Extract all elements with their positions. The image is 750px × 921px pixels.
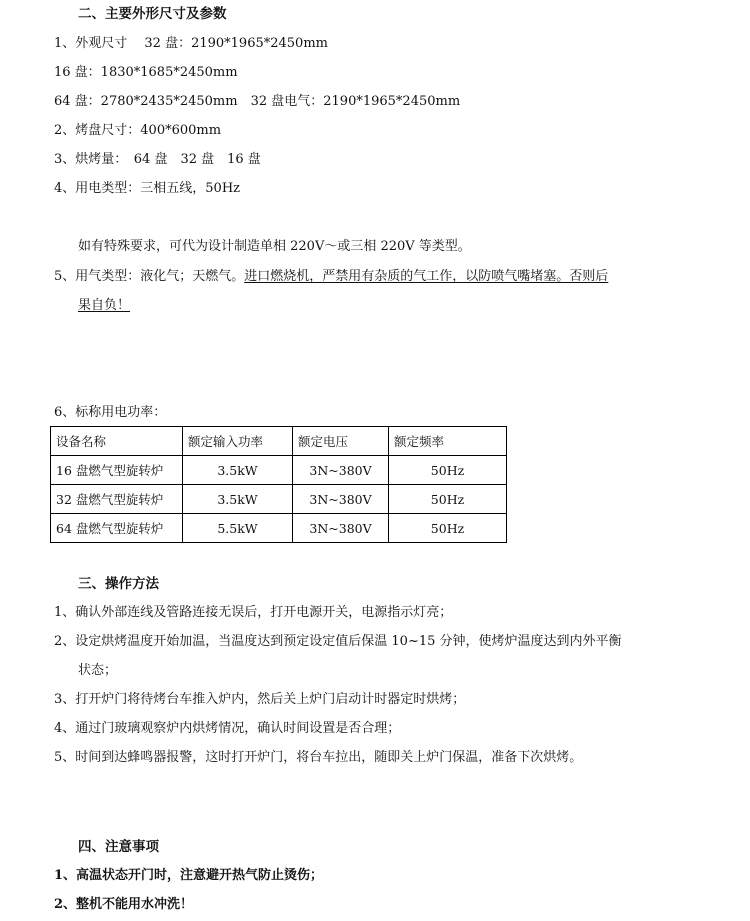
table-header-cell: 额定输入功率	[183, 427, 293, 456]
spec-item-2: 2、烤盘尺寸：400*600mm	[54, 123, 222, 138]
section-3-title: 三、操作方法	[78, 576, 159, 592]
power-table	[50, 426, 507, 543]
table-cell: 3N~380V	[293, 485, 389, 514]
spec-item-6: 6、标称用电功率：	[54, 405, 167, 420]
step-2-a: 2、设定烘烤温度开始加温，当温度达到预定设定值后保温 10~15 分钟，使烤炉温度达到内外平衡	[54, 634, 622, 649]
table-cell: 50Hz	[389, 514, 507, 543]
spec-item-5-cont: 果自负！	[78, 298, 131, 313]
table-header-cell: 额定频率	[389, 427, 507, 456]
table-cell: 32 盘燃气型旋转炉	[51, 485, 183, 514]
table-cell: 64 盘燃气型旋转炉	[51, 514, 183, 543]
spec-item-1-b: 16 盘：1830*1685*2450mm	[54, 65, 238, 80]
table-cell: 16 盘燃气型旋转炉	[51, 456, 183, 485]
caution-1: 1、高温状态开门时，注意避开热气防止烫伤；	[54, 868, 324, 883]
table-cell: 5.5kW	[183, 514, 293, 543]
table-cell: 50Hz	[389, 456, 507, 485]
table-cell: 50Hz	[389, 485, 507, 514]
spec-item-1-a: 1、外观尺寸 32 盘：2190*1965*2450mm	[54, 36, 328, 51]
step-3: 3、打开炉门将待烤台车推入炉内，然后关上炉门启动计时器定时烘烤；	[54, 692, 466, 707]
section-2-title: 二、主要外形尺寸及参数	[78, 6, 227, 22]
step-1: 1、确认外部连线及管路连接无误后，打开电源开关，电源指示灯亮；	[54, 605, 453, 620]
spec-item-4: 4、用电类型：三相五线，50Hz	[54, 181, 240, 196]
caution-2: 2、整机不能用水冲洗！	[54, 897, 194, 912]
table-row	[51, 485, 507, 514]
custom-note: 如有特殊要求，可代为设计制造单相 220V～或三相 220V 等类型。	[78, 239, 471, 254]
table-header-cell: 设备名称	[51, 427, 183, 456]
gas-warning-text: 进口燃烧机，严禁用有杂质的气工作，以防喷气嘴堵塞。否则后	[244, 269, 609, 284]
table-cell: 3N~380V	[293, 456, 389, 485]
table-cell: 3N~380V	[293, 514, 389, 543]
gas-type-text: 5、用气类型：液化气；天燃气。	[54, 269, 245, 284]
table-cell: 3.5kW	[183, 485, 293, 514]
table-header-row	[51, 427, 507, 456]
step-5: 5、时间到达蜂鸣器报警，这时打开炉门，将台车拉出，随即关上炉门保温，准备下次烘烤。	[54, 750, 583, 765]
table-row	[51, 514, 507, 543]
spec-item-1-c: 64 盘：2780*2435*2450mm 32 盘电气：2190*1965*2450mm	[54, 94, 461, 109]
table-row	[51, 456, 507, 485]
step-2-b: 状态；	[78, 663, 118, 678]
spec-item-5	[54, 268, 608, 286]
step-4: 4、通过门玻璃观察炉内烘烤情况，确认时间设置是否合理；	[54, 721, 401, 736]
spec-item-3: 3、烘烤量： 64 盘 32 盘 16 盘	[54, 152, 261, 167]
table-header-cell: 额定电压	[293, 427, 389, 456]
section-4-title: 四、注意事项	[78, 839, 159, 855]
table-cell: 3.5kW	[183, 456, 293, 485]
